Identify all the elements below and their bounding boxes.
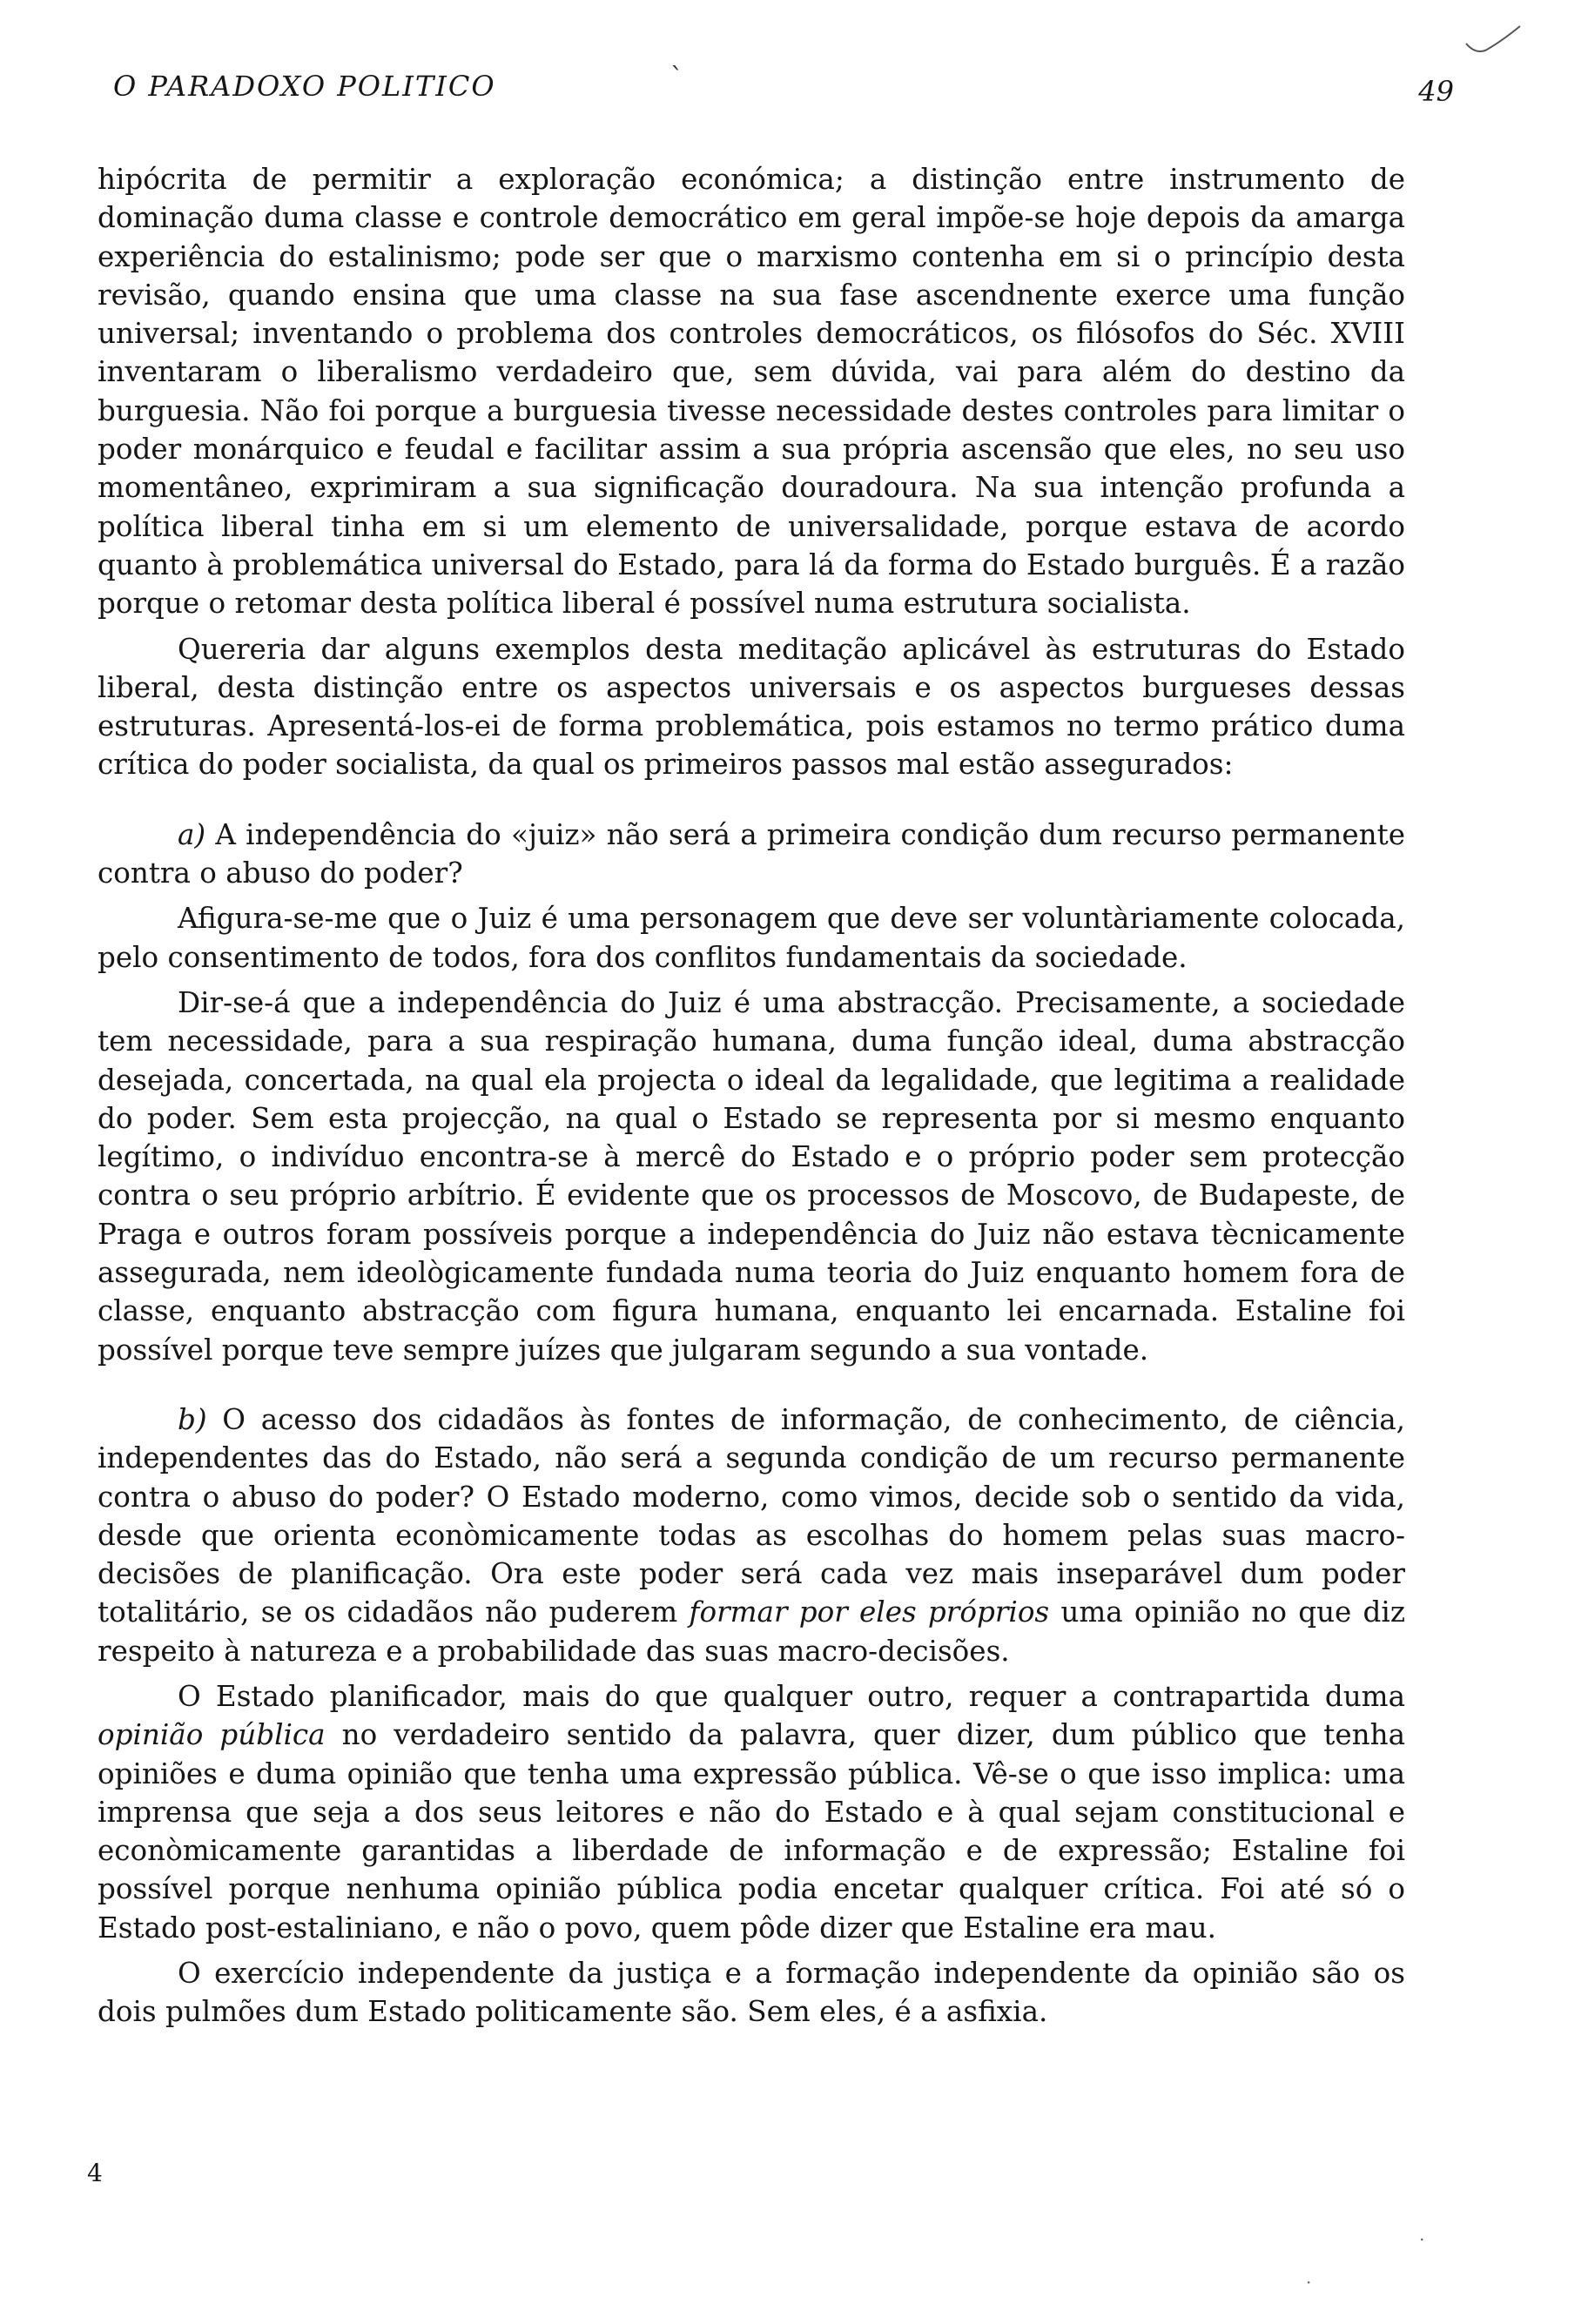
list-marker-a: a) xyxy=(178,817,206,851)
signature-mark: 4 xyxy=(87,2159,103,2187)
list-item-b xyxy=(98,1400,1405,1670)
list-marker-b: b) xyxy=(178,1402,207,1436)
list-item-b-emphasis: formar por eles próprios xyxy=(689,1595,1050,1629)
stray-dot: · xyxy=(1306,2272,1312,2293)
list-item-a-text: A independência do «juiz» não será a primeira condição dum recurso permanente contra o abuso do poder? xyxy=(98,817,1405,890)
paragraph-3: Afigura-se-me que o Juiz é uma personagem que deve ser voluntàriamente colocada, pelo consentimento de todos, fora dos conflitos fundamentais da sociedade. xyxy=(98,902,1405,974)
stray-tick-mark: ` xyxy=(670,63,683,93)
stray-dot: . xyxy=(1419,2224,1425,2245)
paragraph-5-emphasis: opinião pública xyxy=(98,1718,326,1752)
paragraph-5-text-a: O Estado planificador, mais do que qualquer outro, requer a contrapartida duma xyxy=(178,1679,1405,1713)
page-header xyxy=(113,63,1454,113)
list-item-b-text-a: O acesso dos cidadãos às fontes de informação, de conhecimento, de ciência, independentes das do Estado, não será a segunda condição de um recurso permanente contra o abuso do poder? O Estado moderno, como vimos, decide sob o sentido da vida, desde que orienta econòmicamente todas as escolhas do homem pelas suas macro-decisões de planificação. Ora este poder será cada vez mais inseparável dum poder totalitário, se os cidadãos não puderem xyxy=(98,1402,1405,1629)
page-number: 49 xyxy=(1418,75,1454,108)
paragraph-1: hipócrita de permitir a exploração económica; a distinção entre instrumento de dominação duma classe e controle democrático em geral impõe-se hoje depois da amarga experiência do estalinismo; pode ser que o marxismo contenha em si o princípio desta revisão, quando ensina que uma classe na sua fase ascendnente exerce uma função universal; inventando o problema dos controles democráticos, os filósofos do Séc. XVIII inventaram o liberalismo verdadeiro que, sem dúvida, vai para além do destino da burguesia. Não foi porque a burguesia tivesse necessidade destes controles para limitar o poder monárquico e feudal e facilitar assim a sua própria ascensão que eles, no seu uso momentâneo, exprimiram a sua significação douradoura. Na sua intenção profunda a política liberal tinha em si um elemento de universalidade, porque estava de acordo quanto à problemática universal do Estado, para lá da forma do Estado burguês. É a razão porque o retomar desta política liberal é possível numa estrutura socialista. xyxy=(98,163,1405,621)
list-item-b-text-b: uma opinião no que diz respeito à natureza e a probabilidade das suas macro-decisões. xyxy=(98,1595,1405,1668)
body-text xyxy=(98,160,1405,2032)
paragraph-6: O exercício independente da justiça e a formação independente da opinião são os dois pulmões dum Estado politicamente são. Sem eles, é a asfixia. xyxy=(98,1957,1405,2029)
pencil-check-mark-icon xyxy=(1463,24,1524,59)
paragraph-5 xyxy=(98,1677,1405,1947)
paragraph-4: Dir-se-á que a independência do Juiz é uma abstracção. Precisamente, a sociedade tem necessidade, para a sua respiração humana, duma função ideal, duma abstracção desejada, concertada, na qual ela projecta o ideal da legalidade, que legitima a realidade do poder. Sem esta projecção, na qual o Estado se representa por si mesmo enquanto legítimo, o indivíduo encontra-se à mercê do Estado e o próprio poder sem protecção contra o seu próprio arbítrio. É evidente que os processos de Moscovo, de Budapeste, de Praga e outros foram possíveis porque a independência do Juiz não estava tècnicamente assegurada, nem ideològicamente fundada numa teoria do Juiz enquanto homem fora de classe, enquanto abstracção com figura humana, enquanto lei encarnada. Estaline foi possível porque teve sempre juízes que julgaram segundo a sua vontade. xyxy=(98,985,1405,1367)
paragraph-2: Quereria dar alguns exemplos desta meditação aplicável às estruturas do Estado liberal, desta distinção entre os aspectos universais e os aspectos burgueses dessas estruturas. Apresentá-los-ei de forma problemática, pois estamos no termo prático duma crítica do poder socialista, da qual os primeiros passos mal estão assegurados: xyxy=(98,632,1405,782)
running-title: O PARADOXO POLITICO xyxy=(113,70,496,103)
list-item-a xyxy=(98,816,1405,893)
paragraph-5-text-b: no verdadeiro sentido da palavra, quer dizer, dum público que tenha opiniões e duma opinião que tenha uma expressão pública. Vê-se o que isso implica: uma imprensa que seja a dos seus leitores e não do Estado e à qual sejam constitucional e econòmicamente garantidas a liberdade de informação e de expressão; Estaline foi possível porque nenhuma opinião pública podia encetar qualquer crítica. Foi até só o Estado post-estaliniano, e não o povo, quem pôde dizer que Estaline era mau. xyxy=(98,1718,1405,1945)
